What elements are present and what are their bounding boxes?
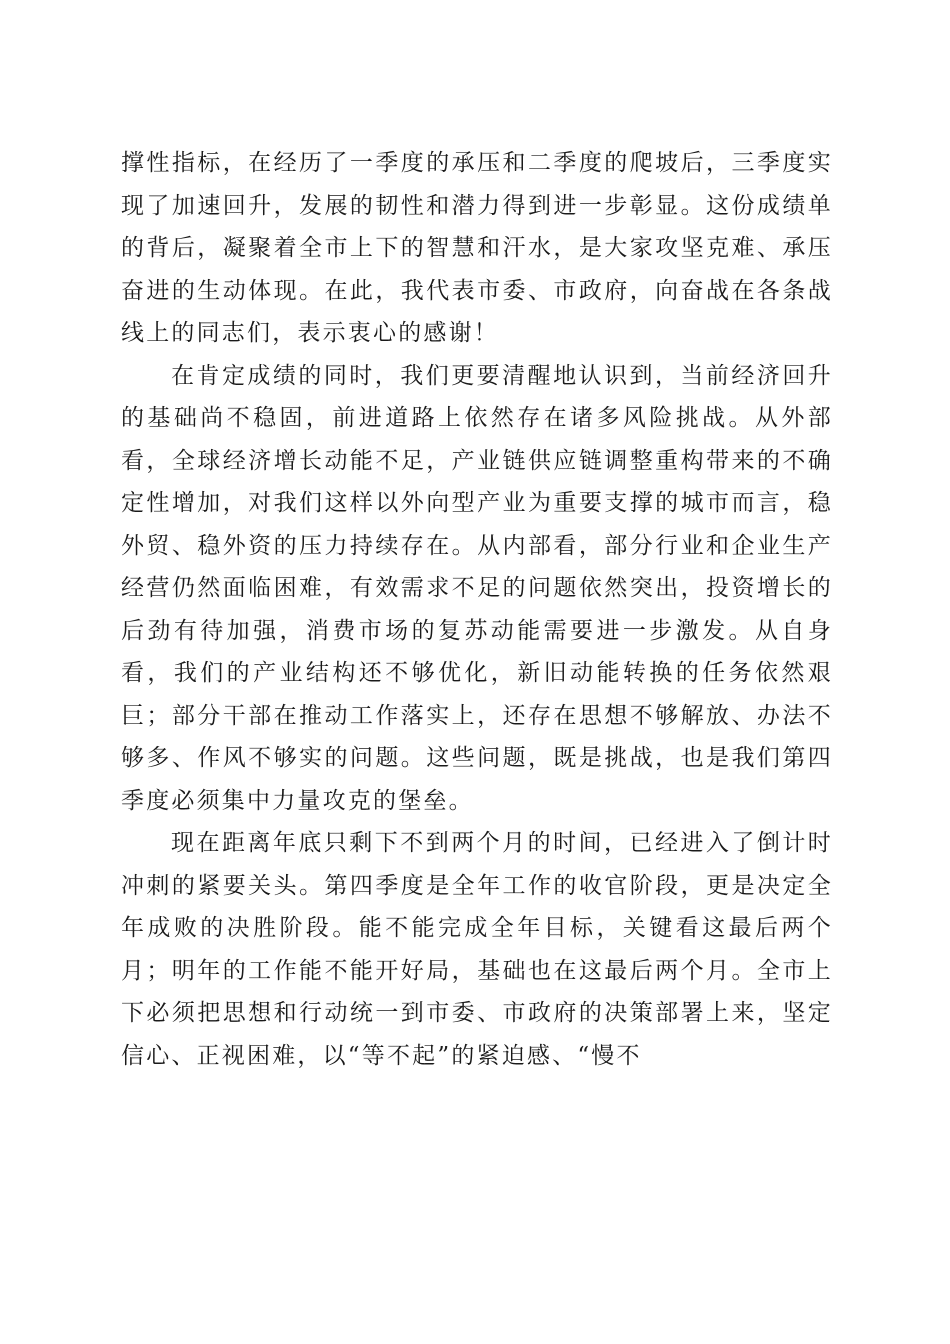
paragraph-1: 撑性指标，在经历了一季度的承压和二季度的爬坡后，三季度实现了加速回升，发展的韧性和潜力得到进一步彰显。这份成绩单的背后，凝聚着全市上下的智慧和汗水，是大家攻坚克难、承压奋进的生动体现。在此，我代表市委、市政府，向奋战在各条战线上的同志们，表示衷心的感谢！ <box>121 150 833 346</box>
paragraph-2: 在肯定成绩的同时，我们更要清醒地认识到，当前经济回升的基础尚不稳固，前进道路上依然存在诸多风险挑战。从外部看，全球经济增长动能不足，产业链供应链调整重构带来的不确定性增加，对我们这样以外向型产业为重要支撑的城市而言，稳外贸、稳外资的压力持续存在。从内部看，部分行业和企业生产经营仍然面临困难，有效需求不足的问题依然突出，投资增长的后劲有待加强，消费市场的复苏动能需要进一步激发。从自身看，我们的产业结构还不够优化，新旧动能转换的任务依然艰巨；部分干部在推动工作落实上，还存在思想不够解放、办法不够多、作风不够实的问题。这些问题，既是挑战，也是我们第四季度必须集中力量攻克的堡垒。 <box>121 362 833 814</box>
document-body <box>121 142 833 1077</box>
paragraph-3: 现在距离年底只剩下不到两个月的时间，已经进入了倒计时冲刺的紧要关头。第四季度是全年工作的收官阶段，更是决定全年成败的决胜阶段。能不能完成全年目标，关键看这最后两个月；明年的工作能不能开好局，基础也在这最后两个月。全市上下必须把思想和行动统一到市委、市政府的决策部署上来，坚定信心、正视困难，以“等不起”的紧迫感、“慢不 <box>121 830 833 1069</box>
